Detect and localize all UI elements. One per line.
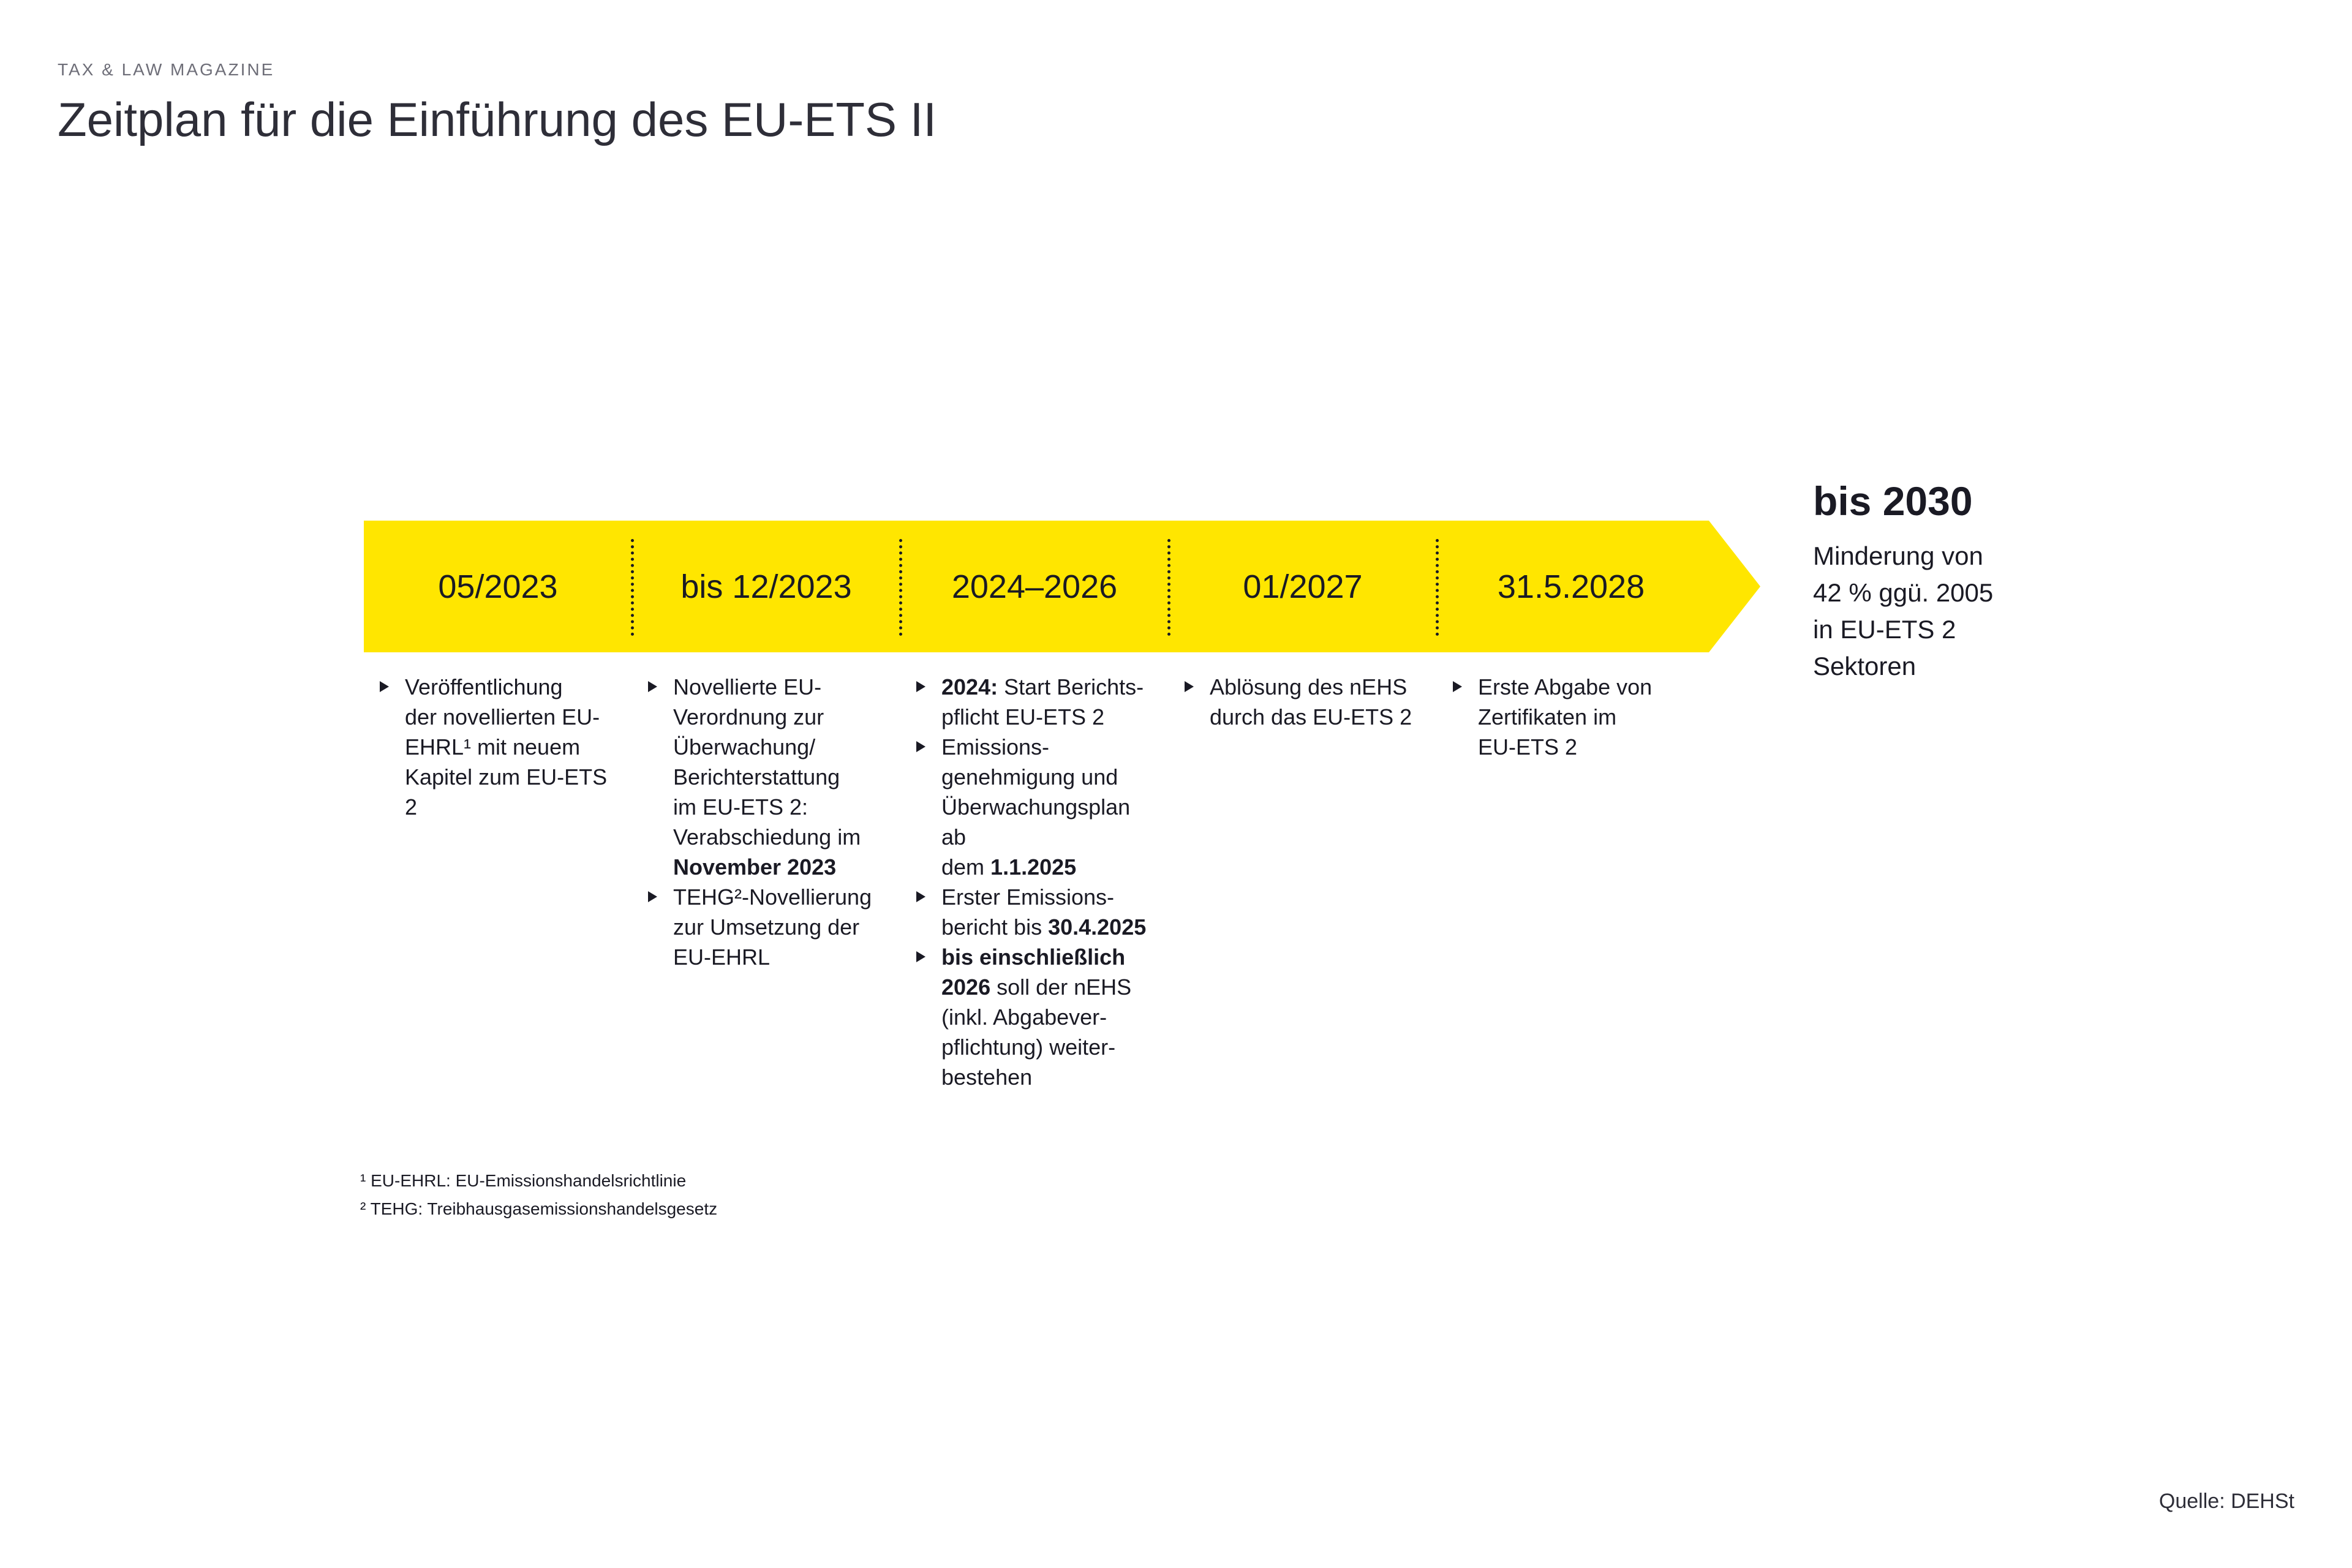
bullet-triangle-icon — [916, 951, 925, 962]
bullet-item — [371, 672, 610, 822]
timeline-column-4 — [1176, 672, 1415, 732]
timeline-date-5: 31.5.2028 — [1497, 568, 1645, 605]
bullet-triangle-icon — [916, 741, 925, 752]
bullet-text-bold: November 2023 — [673, 854, 837, 880]
bullet-text: Ablösung des nEHS durch das EU-ETS 2 — [1210, 674, 1412, 729]
bullet-text-bold: bis einschließlich 2026 — [941, 944, 1126, 1000]
bullet-triangle-icon — [1185, 681, 1194, 692]
bullet-text: TEHG²-Novellierung zur Umsetzung der EU-EHRL — [673, 884, 872, 970]
timeline-date-1: 05/2023 — [438, 568, 558, 605]
target-text: Minderung von 42 % ggü. 2005 in EU-ETS 2 Sektoren — [1813, 541, 1994, 680]
bullet-triangle-icon — [380, 681, 389, 692]
source-note: Quelle: DEHSt — [2158, 1490, 2294, 1513]
bullet-item — [908, 882, 1147, 942]
bullet-item — [908, 942, 1147, 1092]
bullet-item — [908, 672, 1147, 732]
timeline-column-2 — [639, 672, 878, 972]
timeline-date-2: bis 12/2023 — [680, 568, 852, 605]
bullet-item — [908, 732, 1147, 882]
footnote-1: ¹ EU-EHRL: EU-Emissionshandelsrichtlinie — [360, 1171, 687, 1190]
bullet-text: Erster Emissions- bericht bis — [941, 884, 1115, 940]
bullet-item — [639, 882, 878, 972]
page-title: Zeitplan für die Einführung des EU-ETS II — [58, 92, 937, 146]
bullet-triangle-icon — [916, 891, 925, 902]
bullet-triangle-icon — [648, 891, 657, 902]
timeline-arrow — [364, 521, 1760, 652]
bullet-item — [639, 672, 878, 882]
bullet-text-bold: 2024: — [941, 674, 998, 699]
timeline-column-5 — [1444, 672, 1683, 762]
bullet-triangle-icon — [1453, 681, 1462, 692]
bullet-triangle-icon — [648, 681, 657, 692]
footnote-2: ² TEHG: Treibhausgasemissionshandelsgesetz — [360, 1199, 718, 1218]
bullet-item — [1444, 672, 1683, 762]
bullet-triangle-icon — [916, 681, 925, 692]
timeline-column-3 — [908, 672, 1147, 1092]
bullet-text-bold: 1.1.2025 — [990, 854, 1077, 880]
bullet-text: Emissions- genehmigung und Überwachungsplan ab dem — [941, 734, 1131, 880]
bullet-item — [1176, 672, 1415, 732]
timeline-date-4: 01/2027 — [1243, 568, 1363, 605]
target-title: bis 2030 — [1813, 478, 1973, 524]
bullet-text: Erste Abgabe von Zertifikaten im EU-ETS 2 — [1478, 674, 1653, 760]
bullet-text-bold: 30.4.2025 — [1048, 914, 1147, 940]
bullet-text: Veröffentlichung der novellierten EU- EHRL¹ mit neuem Kapitel zum EU-ETS 2 — [405, 674, 608, 820]
timeline-column-1 — [371, 672, 610, 822]
bullet-text: Novellierte EU- Verordnung zur Überwachung/ Berichterstattung im EU-ETS 2: Verabschiedung im — [673, 674, 861, 850]
timeline-date-3: 2024–2026 — [951, 568, 1118, 605]
bullet-text: soll der nEHS (inkl. Abgabever- pflichtung) weiter- bestehen — [941, 974, 1132, 1090]
bullet-text: Start Berichts- pflicht EU-ETS 2 — [941, 674, 1144, 729]
magazine-kicker: TAX & LAW MAGAZINE — [58, 60, 275, 79]
